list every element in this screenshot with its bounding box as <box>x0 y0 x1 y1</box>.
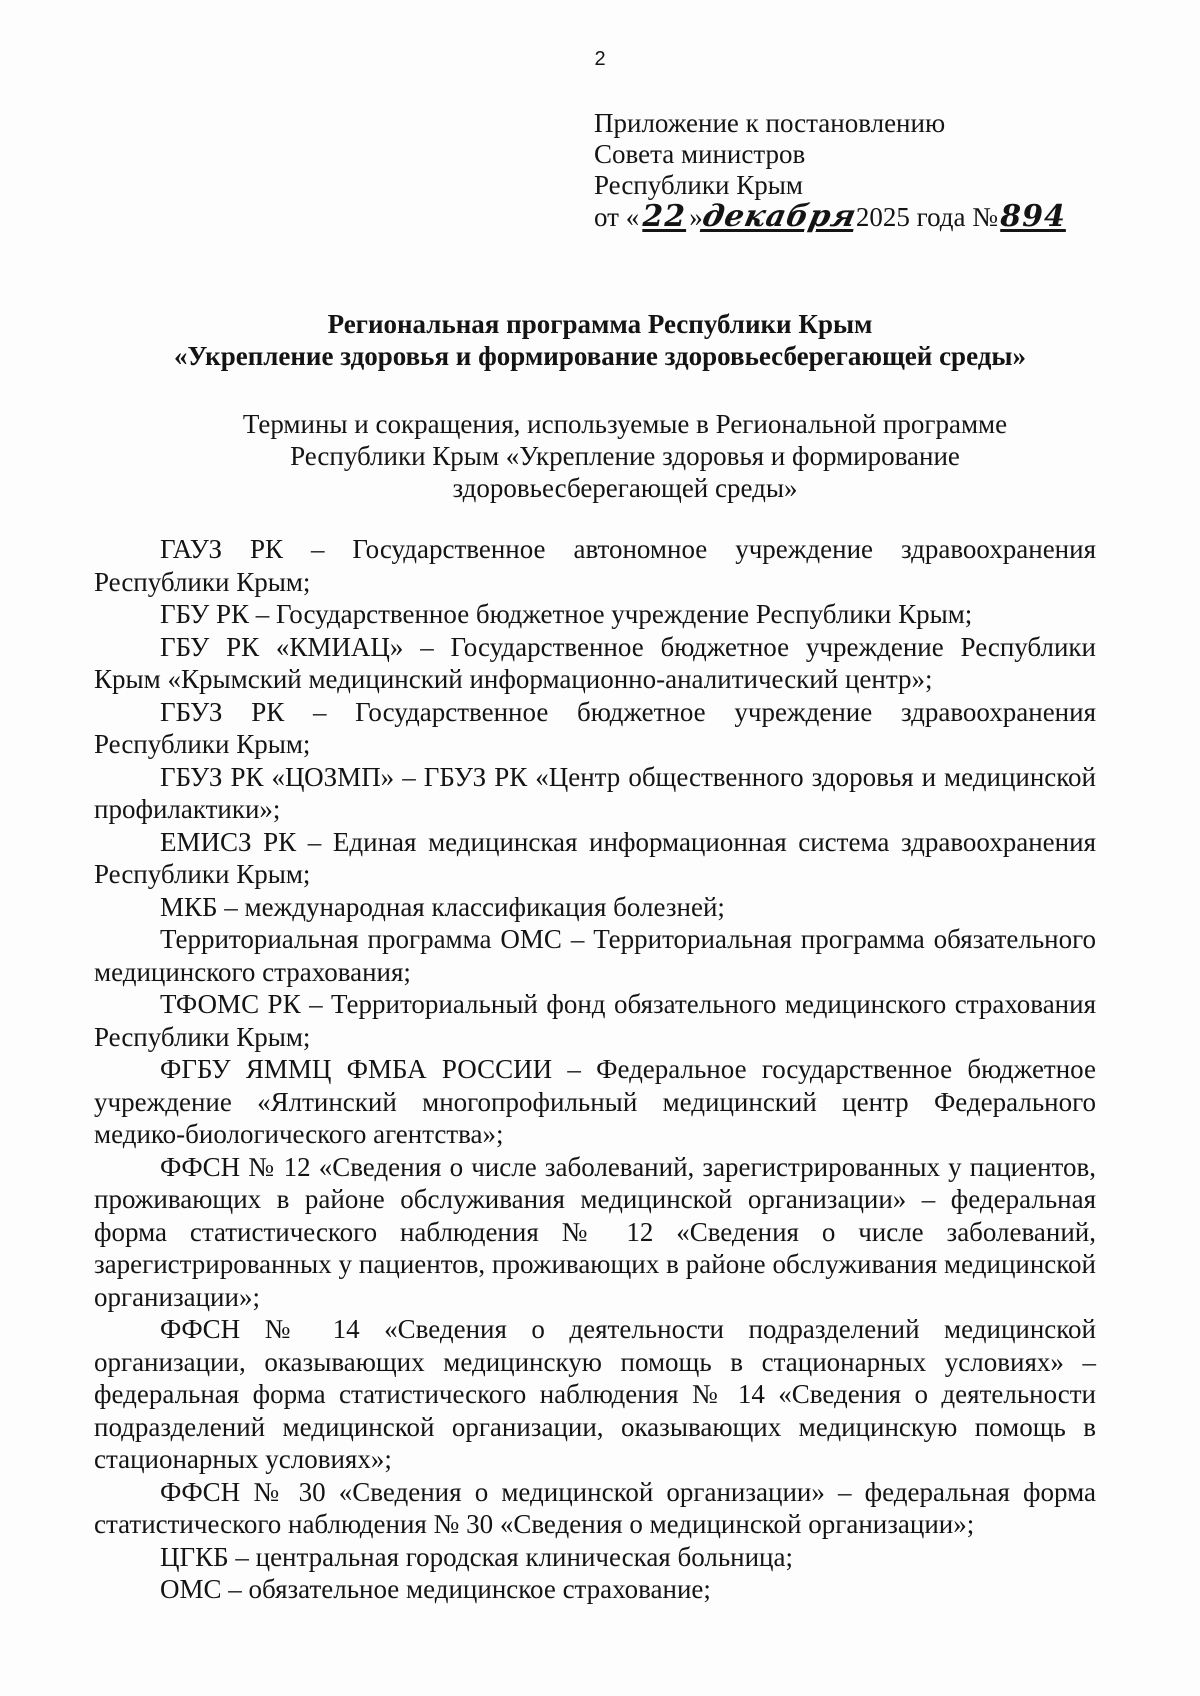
term-item: ГБУ РК – Государственное бюджетное учреждение Республики Крым; <box>160 599 973 629</box>
subtitle-line-1: Термины и сокращения, используемые в Региональной программе <box>242 409 1008 439</box>
term-item: ТФОМС РК – Территориальный фонд обязательного медицинского страхования Республики Крым; <box>94 989 1096 1052</box>
handwritten-month: декабря <box>698 199 860 234</box>
term-item: ОМС – обязательное медицинское страхование; <box>160 1574 711 1604</box>
date-prefix: от « <box>594 202 640 232</box>
term-item: ФФСН № 30 «Сведения о медицинской организации» – федеральная форма статистического наблюдения № 30 «Сведения о медицинской организации»; <box>94 1476 1096 1539</box>
document-subtitle <box>210 408 1040 504</box>
term-item: ГБУЗ РК «ЦОЗМП» – ГБУЗ РК «Центр общественного здоровья и медицинской профилактики»; <box>94 761 1096 824</box>
approval-block <box>594 108 1064 233</box>
term-item: ЕМИСЗ РК – Единая медицинская информационная система здравоохранения Республики Крым; <box>94 826 1096 889</box>
handwritten-number: 894 <box>1000 199 1066 234</box>
approval-line-2: Совета министров <box>594 139 806 169</box>
term-item: ФФСН № 14 «Сведения о деятельности подразделений медицинской организации, оказывающих медицинскую помощь в стационарных условиях» – федеральная форма статистического наблюдения № 14 «Сведения о деятельности подразделений медицинской организации, оказывающих медицинскую помощь в стационарных условиях»; <box>94 1314 1096 1474</box>
year-text: 2025 года № <box>855 202 999 232</box>
title-line-2: «Укрепление здоровья и формирование здоровьесберегающей среды» <box>174 341 1026 371</box>
approval-line-1: Приложение к постановлению <box>594 108 946 138</box>
subtitle-line-3: здоровьесберегающей среды» <box>452 473 798 503</box>
term-item: МКБ – международная классификация болезней; <box>160 891 725 922</box>
handwritten-day: 22 <box>642 199 687 234</box>
term-item: ГБУ РК «КМИАЦ» – Государственное бюджетное учреждение Республики Крым «Крымский медицинский информационно-аналитический центр»; <box>94 631 1096 694</box>
term-item: ГАУЗ РК – Государственное автономное учреждение здравоохранения Республики Крым; <box>94 534 1096 597</box>
date-quote-close: » <box>689 202 703 232</box>
approval-date-line <box>594 201 1064 233</box>
term-item: ЦГКБ – центральная городская клиническая больница; <box>160 1541 793 1572</box>
term-item: Территориальная программа ОМС – Территориальная программа обязательного медицинского страхования; <box>94 924 1096 987</box>
term-item: ФФСН № 12 «Сведения о числе заболеваний, зарегистрированных у пациентов, проживающих в районе обслуживания медицинской организации» – федеральная форма статистического наблюдения № 12 «Сведения о числе заболеваний, зарегистрированных у пациентов, проживающих в районе обслуживания медицинской организации»; <box>94 1151 1096 1312</box>
subtitle-line-2: Республики Крым «Укрепление здоровья и формирование <box>290 441 960 471</box>
page-number: 2 <box>594 48 606 70</box>
title-line-1: Региональная программа Республики Крым <box>327 309 873 339</box>
approval-line-3: Республики Крым <box>594 170 803 200</box>
term-item: ФГБУ ЯММЦ ФМБА РОССИИ – Федеральное государственное бюджетное учреждение «Ялтинский многопрофильный медицинский центр Федерального медико-биологического агентства»; <box>94 1054 1096 1149</box>
term-item: ГБУЗ РК – Государственное бюджетное учреждение здравоохранения Республики Крым; <box>94 696 1096 759</box>
terms-list <box>94 533 1096 1606</box>
document-title <box>0 308 1200 372</box>
